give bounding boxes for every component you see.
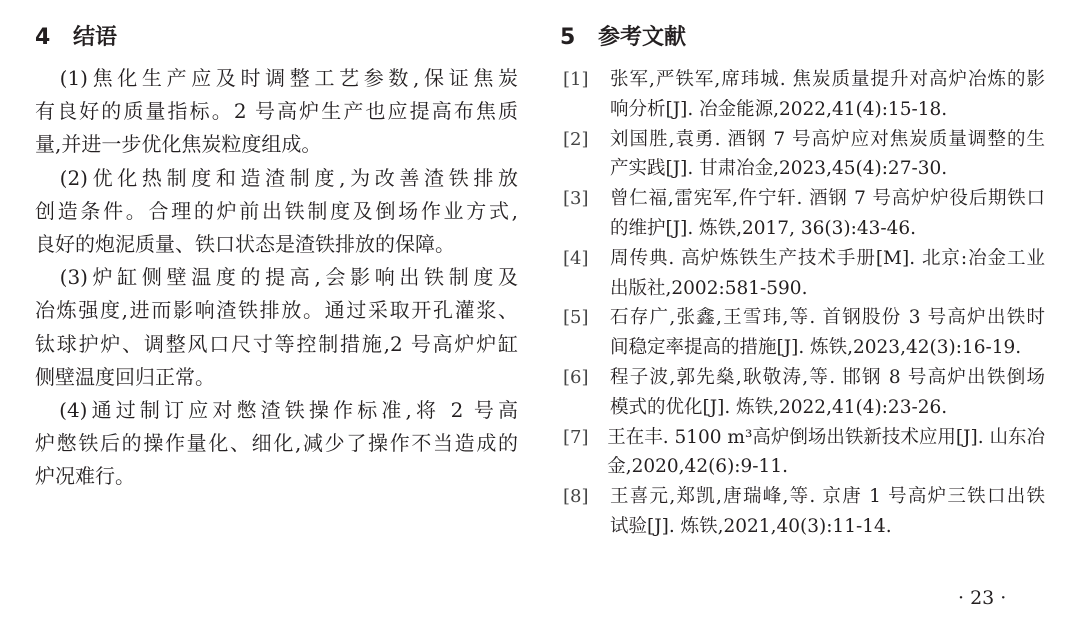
paragraph-line: 侧壁温度回归正常。	[35, 364, 215, 389]
section-title: 参考文献	[598, 25, 687, 50]
reference-text-line: 模式的优化[J]. 炼铁,2022,41(4):23-26.	[610, 396, 948, 418]
section-title: 结语	[73, 25, 118, 50]
paragraph-line: 钛球护炉、调整风口尺寸等控制措施,2 号高炉炉缸	[35, 331, 518, 356]
paragraph-line: 良好的炮泥质量、铁口状态是渣铁排放的保障。	[35, 231, 455, 256]
reference-number: [8]	[563, 486, 589, 508]
paragraph-line: (2)优化热制度和造渣制度,为改善渣铁排放	[35, 165, 518, 190]
reference-item	[563, 423, 1045, 483]
paragraph-line: (3)炉缸侧壁温度的提高,会影响出铁制度及	[35, 265, 518, 290]
reference-text-line: 金,2020,42(6):9-11.	[607, 456, 788, 478]
reference-text-line: 响分析[J]. 冶金能源,2022,41(4):15-18.	[610, 98, 948, 120]
reference-text-line: 试验[J]. 炼铁,2021,40(3):11-14.	[610, 515, 892, 537]
reference-item	[563, 363, 1045, 423]
reference-number: [3]	[563, 188, 589, 210]
section-number: 5	[560, 25, 576, 50]
reference-item	[563, 125, 1045, 185]
reference-text-line: 产实践[J]. 甘肃冶金,2023,45(4):27-30.	[610, 158, 948, 180]
paragraph-line: 量,并进一步优化焦炭粒度组成。	[35, 132, 322, 157]
reference-number: [6]	[563, 366, 589, 388]
reference-item	[563, 244, 1045, 304]
section-number: 4	[35, 25, 51, 50]
reference-text-line: 王在丰. 5100 m³高炉倒场出铁新技术应用[J]. 山东冶	[607, 426, 1045, 448]
page-number: · 23 ·	[958, 587, 1007, 609]
reference-number: [2]	[563, 128, 589, 150]
reference-text-line: 王喜元,郑凯,唐瑞峰,等. 京唐 1 号高炉三铁口出铁	[610, 486, 1045, 508]
reference-item	[563, 303, 1045, 363]
paragraph-line: (1)焦化生产应及时调整工艺参数,保证焦炭	[35, 66, 518, 90]
reference-number: [1]	[563, 69, 589, 90]
reference-text-line: 出版社,2002:581-590.	[610, 277, 808, 299]
paragraph-line: 炉况难行。	[35, 464, 135, 489]
paragraph-line: 炉憋铁后的操作量化、细化,减少了操作不当造成的	[35, 431, 518, 456]
reference-text-line: 刘国胜,袁勇. 酒钢 7 号高炉应对焦炭质量调整的生	[610, 128, 1045, 150]
reference-text-line: 张军,严铁军,席玮城. 焦炭质量提升对高炉冶炼的影	[610, 69, 1045, 90]
reference-list	[563, 65, 1045, 542]
reference-item	[563, 184, 1045, 244]
conclusion-body	[35, 62, 518, 493]
reference-text-line: 程子波,郭先燊,耿敬涛,等. 邯钢 8 号高炉出铁倒场	[610, 366, 1045, 388]
reference-number: [7]	[563, 426, 589, 448]
paragraph-line: (4)通过制订应对憋渣铁操作标准,将 2 号高	[35, 397, 518, 422]
reference-text-line: 曾仁福,雷宪军,仵宁轩. 酒钢 7 号高炉炉役后期铁口	[610, 188, 1045, 210]
reference-text-line: 周传典. 高炉炼铁生产技术手册[M]. 北京:冶金工业	[610, 247, 1045, 269]
references-heading	[560, 20, 686, 51]
reference-item	[563, 65, 1045, 125]
conclusion-heading	[35, 20, 117, 51]
reference-number: [4]	[563, 247, 589, 269]
paragraph-line: 创造条件。合理的炉前出铁制度及倒场作业方式,	[35, 198, 518, 223]
reference-text-line: 的维护[J]. 炼铁,2017, 36(3):43-46.	[610, 217, 917, 239]
reference-text-line: 石存广,张鑫,王雪玮,等. 首钢股份 3 号高炉出铁时	[610, 307, 1045, 329]
reference-item	[563, 482, 1045, 542]
reference-number: [5]	[563, 307, 589, 329]
reference-text-line: 间稳定率提高的措施[J]. 炼铁,2023,42(3):16-19.	[610, 337, 1022, 359]
paragraph-line: 冶炼强度,进而影响渣铁排放。通过采取开孔灌浆、	[35, 298, 518, 323]
paragraph-line: 有良好的质量指标。2 号高炉生产也应提高布焦质	[35, 99, 518, 124]
